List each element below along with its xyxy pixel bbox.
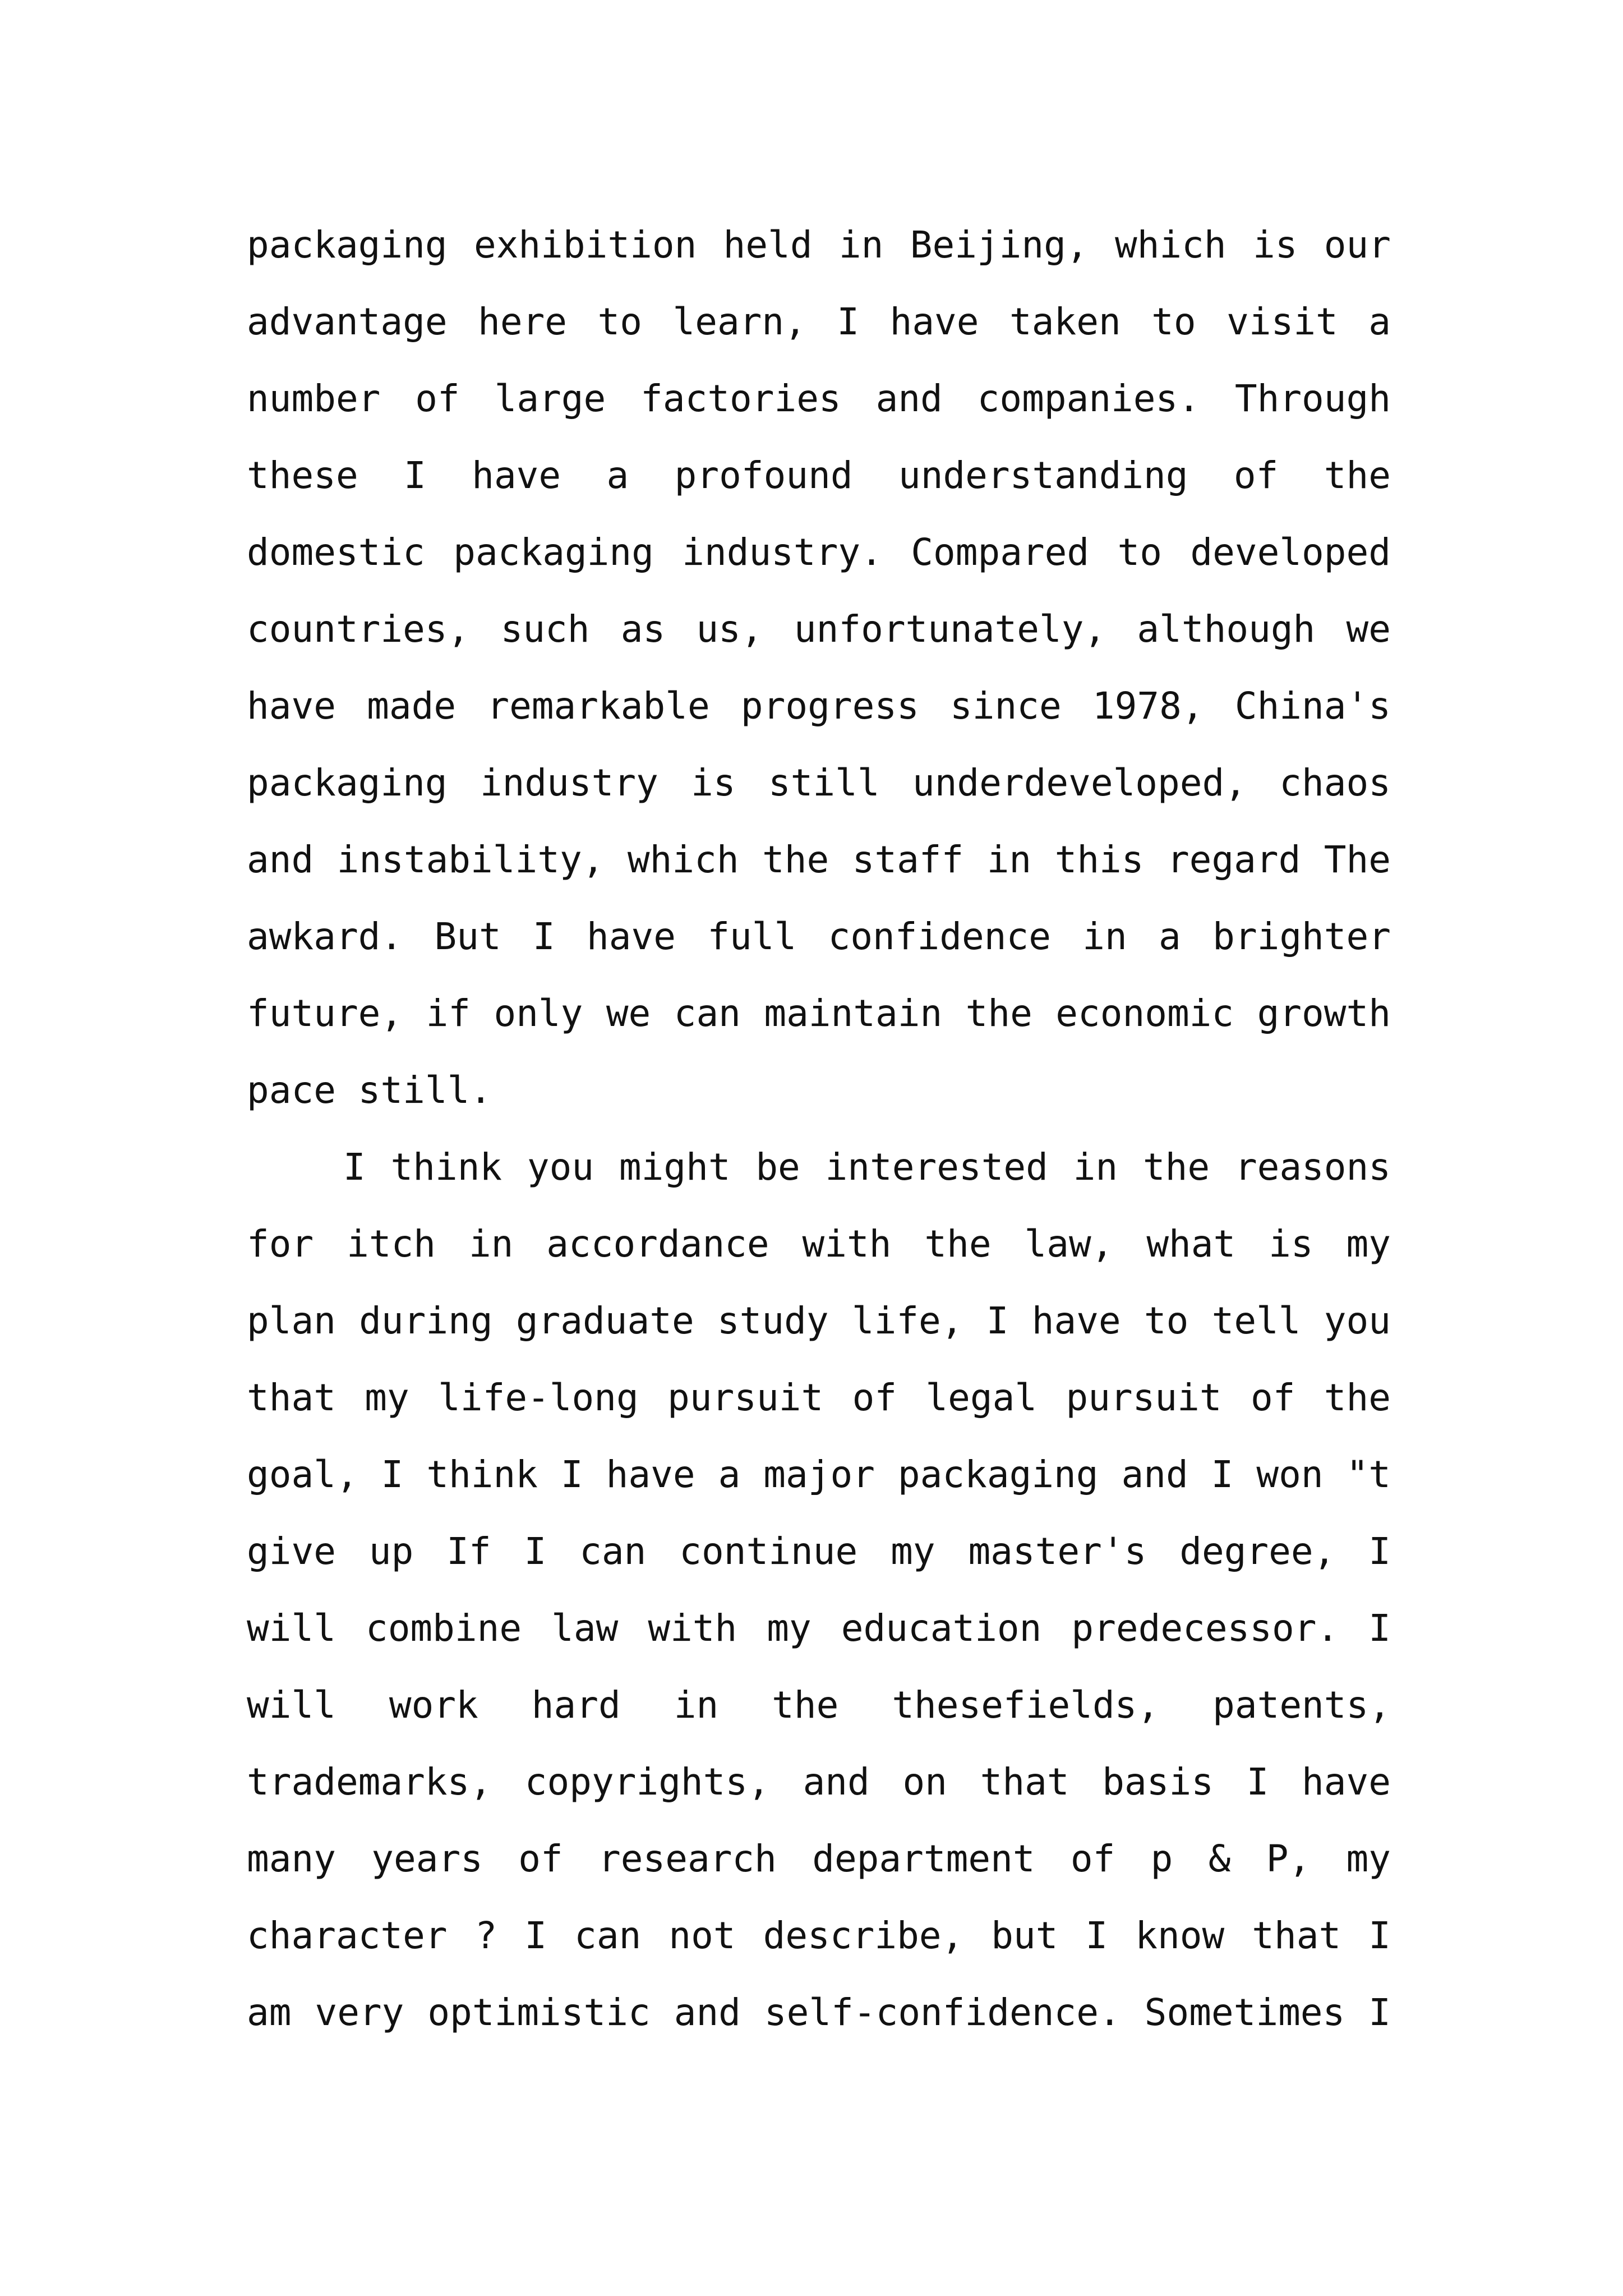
text-line: will work hard in the thesefields, patents, — [247, 1683, 1391, 1727]
text-line: packaging exhibition held in Beijing, which is our — [247, 223, 1391, 266]
text-line: countries, such as us, unfortunately, although we — [247, 608, 1391, 651]
text-line: these I have a profound understanding of the — [247, 454, 1391, 497]
text-line: will combine law with my education predecessor. I — [247, 1607, 1391, 1650]
paragraph-start-line: I think you might be interested in the reasons — [343, 1145, 1391, 1189]
text-line: and instability, which the staff in this regard The — [247, 838, 1391, 881]
text-line: that my life-long pursuit of legal pursuit of the — [247, 1376, 1391, 1419]
text-line: number of large factories and companies. Through — [247, 377, 1391, 420]
paragraph-end-line: pace still. — [247, 1069, 492, 1112]
body-text — [247, 214, 1391, 2059]
text-line: plan during graduate study life, I have to tell you — [247, 1299, 1391, 1342]
text-line: character ? I can not describe, but I know that I — [247, 1914, 1391, 1957]
text-line: advantage here to learn, I have taken to visit a — [247, 300, 1391, 343]
text-line: many years of research department of p & P, my — [247, 1837, 1391, 1880]
text-line: for itch in accordance with the law, what is my — [247, 1222, 1391, 1266]
text-line: goal, I think I have a major packaging and I won "t — [247, 1453, 1391, 1496]
text-line: future, if only we can maintain the economic growth — [247, 992, 1391, 1035]
text-line: give up If I can continue my master's degree, I — [247, 1530, 1391, 1573]
text-line: am very optimistic and self-confidence. Sometimes I — [247, 1991, 1391, 2034]
text-line: trademarks, copyrights, and on that basis I have — [247, 1760, 1391, 1803]
text-line: awkard. But I have full confidence in a brighter — [247, 915, 1391, 958]
text-line: have made remarkable progress since 1978, China's — [247, 684, 1391, 728]
text-line: packaging industry is still underdeveloped, chaos — [247, 761, 1391, 804]
text-line: domestic packaging industry. Compared to developed — [247, 531, 1391, 574]
